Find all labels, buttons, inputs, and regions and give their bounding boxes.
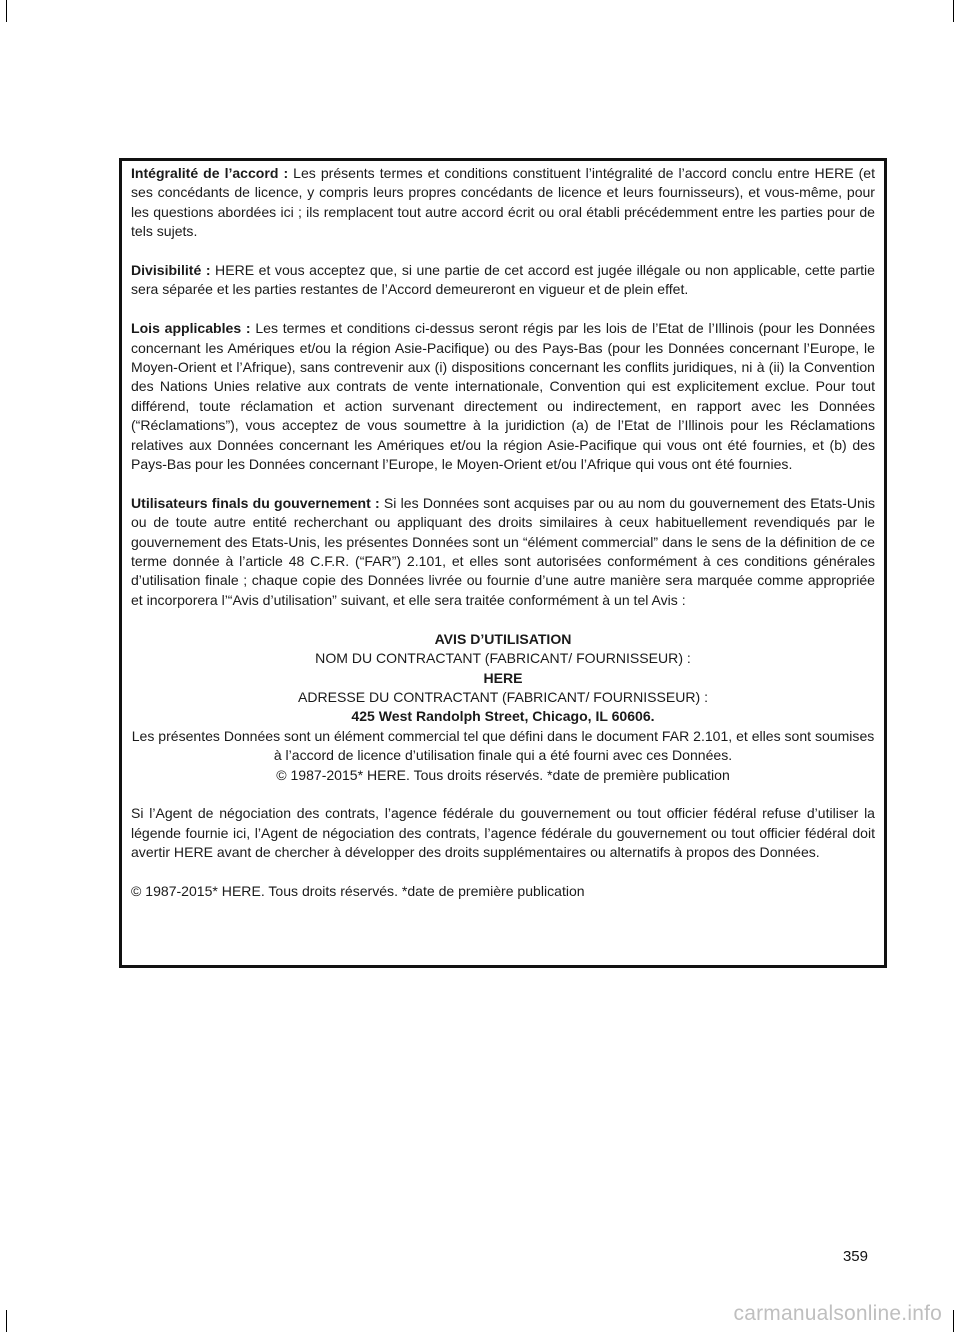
notice-of-use xyxy=(131,630,875,785)
notice-heading: AVIS D’UTILISATION xyxy=(434,630,572,647)
section-title: Utilisateurs finals du gouvernement : xyxy=(131,494,380,511)
contractor-name-label: NOM DU CONTRACTANT (FABRICANT/ FOURNISSEUR) : xyxy=(315,650,691,667)
section-text: Si les Données sont acquises par ou au nom du gouvernement des Etats-Unis ou de toute autre entité recherchant ou appliquant des droits similaires à ceux habituellement revendiqués par le gouvernement des Etats-Unis, les présentes Données sont un “élément commercial” dans le sens de la définition de ce terme donnée à l’article 48 C.F.R. (“FAR”) 2.101, et elles sont autorisées conformément à ces conditions générales d’utilisation finale ; chaque copie des Données livrée ou fournie d’une autre manière sera marquée comme appropriée et incorporera l’“Avis d’utilisation” suivant, et elle sera traitée conformément à un tel Avis : xyxy=(131,494,875,608)
crop-mark xyxy=(953,1310,954,1332)
section-text: HERE et vous acceptez que, si une partie de cet accord est jugée illégale ou non applicable, cette partie sera séparée et les parties restantes de l’Accord demeureront en vigueur et de plein effet. xyxy=(131,262,875,298)
watermark: carmanualsonline.info xyxy=(733,1302,942,1325)
legal-text-box xyxy=(119,158,887,968)
section-text: Les termes et conditions ci-dessus seront régis par les lois de l’Etat de l’Illinois (pour les Données concernant les Amériques et/ou la région Asie-Pacifique) ou des Pays-Bas (pour les Données concernant l’Europe, le Moyen-Orient et l’Afrique), sans contrevenir aux (i) dispositions concernant les conflits juridiques, ni à (ii) la Convention des Nations Unies relative aux contrats de vente internationale, Convention qui est explicitement exclue. Pour tout différend, toute réclamation et action survenant directement ou indirectement, en rapport avec les Données (“Réclamations”), vous acceptez de vous soumettre à la juridiction (a) de l’Etat de l’Illinois pour les Réclamations relatives aux Données concernant les Amériques et/ou la région Asie-Pacifique qui vous ont été fournies, et (b) des Pays-Bas pour les Données concernant l’Europe, le Moyen-Orient et/ou l’Afrique qui vous ont été fournies. xyxy=(131,320,875,473)
contractor-address: 425 West Randolph Street, Chicago, IL 60606. xyxy=(351,708,655,725)
section-title: Intégralité de l’accord : xyxy=(131,165,289,181)
crop-mark xyxy=(6,1310,7,1332)
section-severability xyxy=(131,261,875,300)
section-title: Lois applicables : xyxy=(131,320,251,337)
page-number: 359 xyxy=(842,1248,868,1265)
section-text: Les présents termes et conditions constituent l’intégralité de l’accord conclu entre HERE (et ses concédants de licence, y compris leurs propres concédants de licence et leurs fournisseurs), et vous-même, pour les questions abordées ici ; ils remplacent tout autre accord écrit ou oral établi précédemment entre les parties pour de tels sujets. xyxy=(131,165,875,240)
closing-paragraph: Si l’Agent de négociation des contrats, l’agence fédérale du gouvernement ou tout officier fédéral refuse d’utiliser la légende fournie ici, l’Agent de négociation des contrats, l’agence fédérale du gouvernement ou tout officier fédéral doit avertir HERE avant de chercher à développer des droits supplémentaires ou alternatifs à propos des Données. xyxy=(131,805,875,861)
section-governing-law xyxy=(131,319,875,474)
contractor-address-label: ADRESSE DU CONTRACTANT (FABRICANT/ FOURNISSEUR) : xyxy=(298,688,708,705)
section-title: Divisibilité : xyxy=(131,262,211,279)
section-government-end-users xyxy=(131,494,875,610)
notice-statement: Les présentes Données sont un élément commercial tel que défini dans le document FAR 2.101, et elles sont soumises à l’accord de licence d’utilisation finale qui a été fourni avec ces Données. xyxy=(131,727,875,764)
crop-mark xyxy=(953,0,954,22)
crop-mark xyxy=(6,0,7,22)
notice-copyright: © 1987-2015* HERE. Tous droits réservés. *date de première publication xyxy=(276,766,730,783)
section-entire-agreement xyxy=(131,164,875,242)
footer-copyright: © 1987-2015* HERE. Tous droits réservés. *date de première publication xyxy=(131,882,585,899)
contractor-name: HERE xyxy=(483,669,523,686)
